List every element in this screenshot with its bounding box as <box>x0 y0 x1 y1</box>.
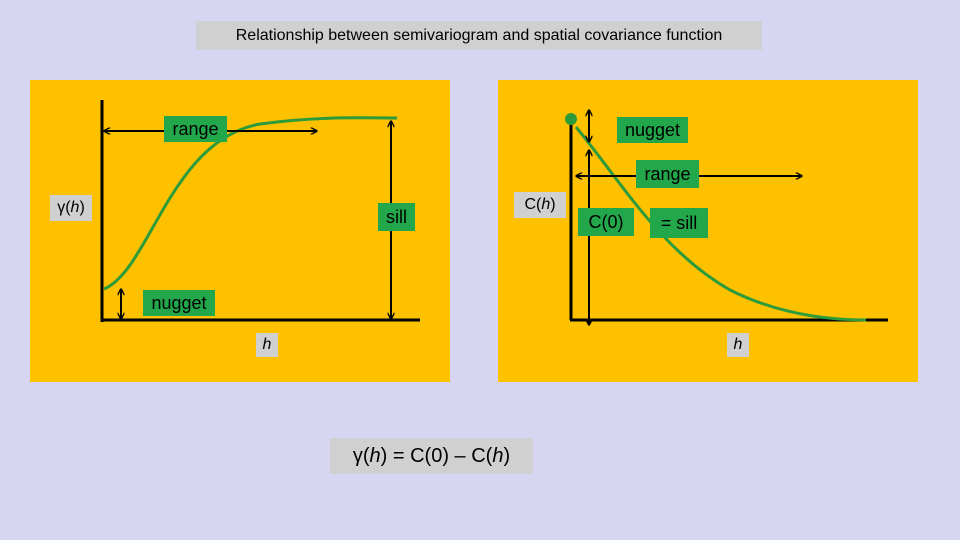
left-x-axis-label: h <box>256 333 278 357</box>
gamma-h-axis-label: γ ( h ) <box>50 195 92 221</box>
diagram-title: Relationship between semivariogram and spatial covariance function <box>196 21 762 50</box>
left-range-label: range <box>164 116 227 142</box>
gamma-symbol: γ <box>57 199 66 216</box>
c0-label: C(0) <box>578 208 634 236</box>
gamma-var: h <box>70 199 80 216</box>
right-x-axis-label: h <box>727 333 749 357</box>
sill-label: sill <box>378 203 415 231</box>
left-nugget-label: nugget <box>143 290 215 316</box>
nugget-point <box>565 113 577 125</box>
semivariogram-curve <box>104 118 397 289</box>
right-range-label: range <box>636 160 699 188</box>
eq-sill-label: = sill <box>650 208 708 238</box>
c-h-axis-label: C ( h ) <box>514 192 566 218</box>
right-nugget-label: nugget <box>617 117 688 143</box>
relationship-formula: γ ( h ) = C(0) – C( h ) <box>330 438 533 474</box>
